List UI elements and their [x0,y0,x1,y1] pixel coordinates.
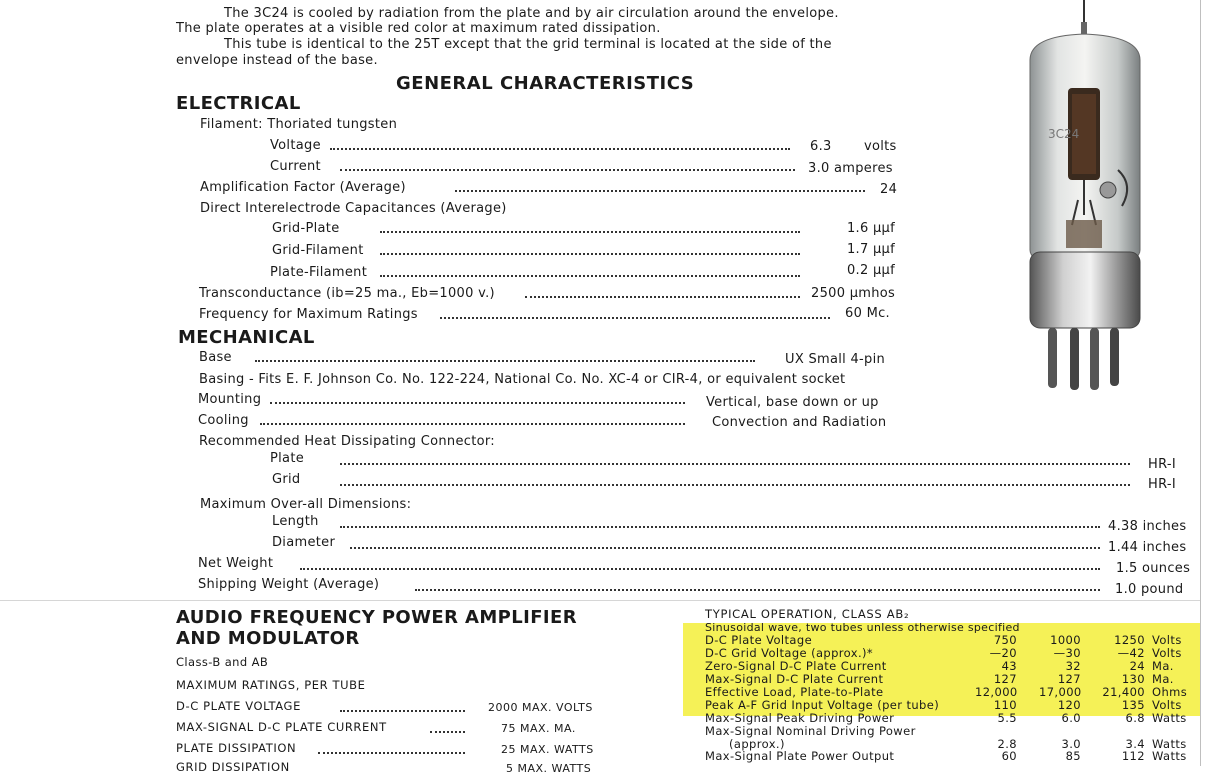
current-value: 3.0 amperes [808,161,893,176]
cell-1250v: 1250 [1114,633,1145,647]
typical-operation-table [705,634,1200,766]
plate-label: Plate [270,451,305,466]
cell-1250v: 3.4 [1125,737,1145,751]
cell-unit: Watts [1152,737,1187,751]
rating-value-plate-voltage: 2000 MAX. VOLTS [488,701,593,714]
voltage-value: 6.3 [810,139,832,154]
cell-unit: Ma. [1152,659,1174,673]
row-label: Max-Signal Nominal Driving Power [705,724,916,738]
leader-dots [350,547,1100,549]
grid-filament-value: 1.7 μμf [846,242,895,257]
audio-title-line-1: AUDIO FREQUENCY POWER AMPLIFIER [176,607,577,628]
row-label: D-C Plate Voltage [705,633,813,647]
net-weight-value: 1.5 ounces [1116,561,1191,576]
cell-1250v: 135 [1121,698,1145,712]
length-label: Length [272,514,319,529]
voltage-unit: volts [864,139,897,154]
cooling-label: Cooling [198,413,249,428]
cell-unit: Watts [1152,711,1187,725]
rating-label-plate-dissipation: PLATE DISSIPATION [176,741,297,755]
cell-750v: —20 [989,646,1017,660]
audio-title-line-2: AND MODULATOR [176,628,360,649]
leader-dots [525,296,800,298]
row-label: Max-Signal Plate Power Output [705,749,895,763]
cell-1250v: —42 [1117,646,1145,660]
shipping-weight-value: 1.0 pound [1115,582,1184,597]
leader-dots [340,526,1100,528]
grid-plate-label: Grid-Plate [272,221,340,236]
leader-dots [318,752,465,754]
cell-750v: 60 [1001,749,1017,763]
leader-dots [380,275,800,277]
intro-line-3: This tube is identical to the 25T except that the grid terminal is located at the side of the [224,37,832,52]
leader-dots [340,710,465,712]
dimensions-label: Maximum Over-all Dimensions: [200,497,412,512]
leader-dots [415,589,1100,591]
diameter-label: Diameter [272,535,336,550]
rating-value-plate-dissipation: 25 MAX. WATTS [501,743,594,756]
plate-filament-label: Plate-Filament [270,265,368,280]
cell-1250v: 112 [1121,749,1145,763]
grid-label: Grid [272,472,301,487]
leader-dots [340,169,795,171]
plate-filament-value: 0.2 μμf [846,263,895,278]
net-weight-label: Net Weight [198,556,274,571]
leader-dots [340,484,1130,486]
cell-1000v: 85 [1065,749,1081,763]
cell-750v: 127 [993,672,1017,686]
typical-operation-subtitle: Sinusoidal wave, two tubes unless otherwise specified [705,621,1020,634]
voltage-label: Voltage [270,138,321,153]
grid-filament-label: Grid-Filament [272,243,364,258]
cell-1250v: 24 [1129,659,1145,673]
rating-label-plate-current: MAX-SIGNAL D-C PLATE CURRENT [176,720,387,734]
cell-750v: 43 [1001,659,1017,673]
basing-text: Basing - Fits E. F. Johnson Co. No. 122-224, National Co. No. XC-4 or CIR-4, or equivalent socket [199,372,846,387]
base-value: UX Small 4-pin [785,352,886,367]
row-label: Max-Signal D-C Plate Current [705,672,884,686]
row-label: Zero-Signal D-C Plate Current [705,659,887,673]
leader-dots [300,568,1100,570]
cell-unit: Volts [1152,633,1182,647]
shipping-weight-label: Shipping Weight (Average) [198,577,380,592]
page-edge-rule [1200,0,1201,766]
svg-text:3C24: 3C24 [1048,127,1080,141]
cell-unit: Volts [1152,698,1182,712]
leader-dots [270,402,685,404]
intro-line-1: The 3C24 is cooled by radiation from the plate and by air circulation around the envelope. [224,6,839,21]
frequency-value: 60 Mc. [845,306,890,321]
cell-750v: 2.8 [997,737,1017,751]
rating-value-plate-current: 75 MAX. MA. [501,722,576,735]
diameter-value: 1.44 inches [1108,540,1187,555]
cell-unit: Ohms [1152,685,1188,699]
cell-1250v: 130 [1121,672,1145,686]
leader-dots [430,731,465,733]
cell-unit: Ma. [1152,672,1174,686]
row-label: Effective Load, Plate-to-Plate [705,685,884,699]
cell-750v: 5.5 [997,711,1017,725]
leader-dots [255,360,755,362]
max-ratings-heading: MAXIMUM RATINGS, PER TUBE [176,678,366,692]
cell-1000v: 6.0 [1061,711,1081,725]
cell-1250v: 6.8 [1125,711,1145,725]
current-label: Current [270,159,321,174]
class-text: Class-B and AB [176,655,269,669]
mounting-value: Vertical, base down or up [706,395,879,410]
row-label: D-C Grid Voltage (approx.)* [705,646,874,660]
cell-1000v: —30 [1053,646,1081,660]
leader-dots [380,253,800,255]
typical-operation-title: TYPICAL OPERATION, CLASS AB₂ [705,607,910,621]
cell-750v: 12,000 [975,685,1018,699]
cell-750v: 750 [993,633,1017,647]
rating-label-grid-dissipation: GRID DISSIPATION [176,760,290,774]
grid-plate-value: 1.6 μμf [846,221,895,236]
cell-1250v: 21,400 [1102,685,1145,699]
vacuum-tube-photo [1000,0,1190,400]
cooling-value: Convection and Radiation [712,415,887,430]
row-label: Peak A-F Grid Input Voltage (per tube) [705,698,940,712]
transconductance-label: Transconductance (ib=25 ma., Eb=1000 v.) [199,286,495,301]
cell-1000v: 17,000 [1039,685,1082,699]
filament-label: Filament: Thoriated tungsten [200,117,398,132]
cell-1000v: 32 [1065,659,1081,673]
amplification-factor-label: Amplification Factor (Average) [200,180,406,195]
row-label: Max-Signal Peak Driving Power [705,711,895,725]
table-row [705,750,1200,763]
leader-dots [340,463,1130,465]
grid-connector-value: HR-I [1148,477,1177,492]
cell-1000v: 120 [1057,698,1081,712]
frequency-label: Frequency for Maximum Ratings [199,307,418,322]
section-divider [0,600,1200,601]
heat-connector-label: Recommended Heat Dissipating Connector: [199,434,495,449]
transconductance-value: 2500 μmhos [811,286,896,301]
base-label: Base [199,350,232,365]
cell-unit: Watts [1152,749,1187,763]
leader-dots [330,148,790,150]
plate-connector-value: HR-I [1148,457,1177,472]
leader-dots [260,423,685,425]
electrical-heading: ELECTRICAL [176,93,301,114]
intro-line-2: The plate operates at a visible red color at maximum rated dissipation. [176,21,661,36]
cell-1000v: 3.0 [1061,737,1081,751]
capacitances-label: Direct Interelectrode Capacitances (Average) [200,201,507,216]
cell-750v: 110 [993,698,1017,712]
length-value: 4.38 inches [1108,519,1187,534]
leader-dots [380,231,800,233]
general-characteristics-title: GENERAL CHARACTERISTICS [396,73,695,94]
rating-label-plate-voltage: D-C PLATE VOLTAGE [176,699,301,713]
cell-1000v: 127 [1057,672,1081,686]
intro-line-4: envelope instead of the base. [176,53,378,68]
cell-1000v: 1000 [1050,633,1081,647]
amplification-factor-value: 24 [880,182,898,197]
leader-dots [455,190,865,192]
rating-value-grid-dissipation: 5 MAX. WATTS [506,762,592,775]
mounting-label: Mounting [198,392,262,407]
mechanical-heading: MECHANICAL [178,327,315,348]
cell-unit: Volts [1152,646,1182,660]
leader-dots [440,317,830,319]
row-label: (approx.) [729,737,785,751]
